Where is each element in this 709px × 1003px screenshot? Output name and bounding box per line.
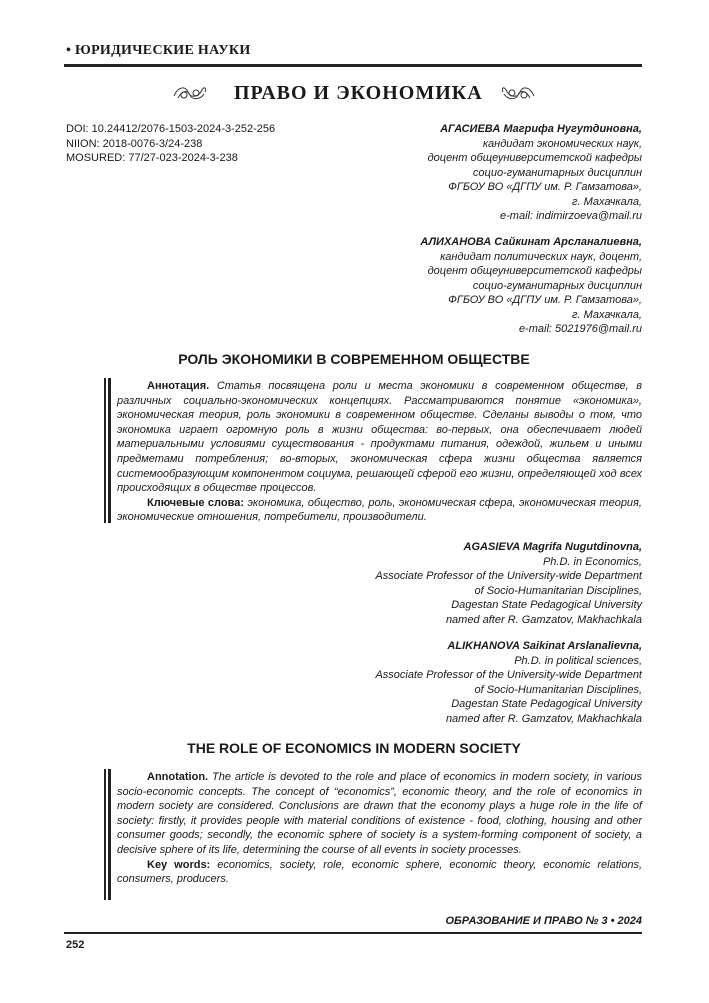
abstract-en — [117, 770, 642, 887]
author-line: доцент общеуниверситетской кафедры — [427, 152, 642, 164]
author-line: социо-гуманитарных дисциплин — [472, 166, 642, 179]
author-line: of Socio-Humanitarian Disciplines, — [474, 683, 642, 696]
doi-text: DOI: 10.24412/2076-1503-2024-3-252-256 — [66, 123, 276, 135]
author-name: АГАСИЕВА Магрифа Нугутдиновна, — [440, 123, 642, 135]
abstract-en-bar — [104, 769, 111, 900]
author-line: социо-гуманитарных дисциплин — [472, 279, 642, 292]
article-title-ru: РОЛЬ ЭКОНОМИКИ В СОВРЕМЕННОМ ОБЩЕСТВЕ — [178, 351, 530, 367]
mosured-text: MOSURED: 77/27-023-2024-3-238 — [66, 152, 238, 164]
author-line: г. Махачкала, — [572, 195, 642, 208]
abstract-text: Статья посвящена роли и места экономики в современном обществе, в различных социально-экономических концепциях. Рассматриваются понятие «экономика», экономическая теория, роль экономики в современном обществе. Сделаны выводы о том, что экономика играет огромную роль в жизни общества: во-первых, она обеспечивает людей материальными условиями существования - продуктами питания, одеждой, жильем и иными предметами потребления; во-вторых, экономическая сфера жизни общества является системообразующим компонентом социума, решающей сферой его жизни, определяющей ход всех происходящих в обществе процессов. — [117, 380, 642, 495]
abstract-label: Annotation. — [147, 771, 209, 783]
author-line: Ph.D. in Economics, — [542, 555, 642, 568]
author-line: Associate Professor of the University-wide Department — [375, 669, 642, 681]
keywords-text: экономика, общество, роль, экономическая сфера, экономическая теория, экономические отношения, потребители, производители. — [117, 496, 642, 524]
abstract-ru-bar — [104, 378, 111, 523]
header-rule — [64, 64, 642, 67]
author-name: АЛИХАНОВА Сайкинат Арсланалиевна, — [420, 236, 642, 248]
author-line: of Socio-Humanitarian Disciplines, — [474, 584, 642, 597]
ornament-right-icon — [500, 84, 536, 102]
author-line: Associate Professor of the University-wide Department — [375, 570, 642, 582]
abstract-label: Аннотация. — [147, 380, 210, 392]
author-en-2 — [375, 639, 642, 726]
author-line: Dagestan State Pedagogical University — [451, 698, 642, 710]
rubric-title: ПРАВО И ЭКОНОМИКА — [234, 82, 483, 104]
author-ru-1 — [428, 122, 642, 224]
abstract-ru — [117, 379, 642, 525]
keywords-label: Ключевые слова: — [147, 496, 245, 509]
author-email[interactable]: e-mail: 5021976@mail.ru — [518, 323, 642, 335]
abstract-text: The article is devoted to the role and place of economics in modern society, in various socio-economic concepts. The concept of “economics”, economic theory, and the role of economics in modern society are considered. Conclusions are drawn that the economy plays a huge role in the life of society: firstly, it provides people with material conditions of existence - food, clothing, housing and other consumer goods; secondly, the economic sphere of society is a system-forming component of society, a decisive sphere of its life, determining the course of all events in society processes. — [117, 771, 642, 856]
author-ru-2 — [420, 235, 642, 337]
ornament-left-icon — [172, 84, 208, 102]
page-number: 252 — [66, 939, 85, 951]
author-line: доцент общеуниверситетской кафедры — [427, 265, 642, 277]
author-line: Ph.D. in political sciences, — [514, 654, 642, 667]
article-title-en: THE ROLE OF ECONOMICS IN MODERN SOCIETY — [187, 740, 521, 756]
niion-text: NIION: 2018-0076-3/24-238 — [66, 137, 203, 150]
author-name: AGASIEVA Magrifa Nugutdinovna, — [463, 541, 642, 553]
keywords-text: economics, society, role, economic sphere, economic theory, economic relations, consumers, producers. — [117, 858, 642, 886]
author-line: named after R. Gamzatov, Makhachkala — [445, 712, 642, 725]
article-identifiers — [66, 122, 275, 166]
author-line: ФГБОУ ВО «ДГПУ им. Р. Гамзатова», — [448, 181, 642, 193]
author-line: кандидат политических наук, доцент, — [440, 250, 642, 263]
author-line: г. Махачкала, — [572, 308, 642, 321]
author-email[interactable]: e-mail: indimirzoeva@mail.ru — [500, 210, 642, 222]
section-label: • ЮРИДИЧЕСКИЕ НАУКИ — [66, 43, 251, 58]
author-line: Dagestan State Pedagogical University — [451, 599, 642, 611]
author-en-1 — [375, 540, 642, 627]
keywords-label: Key words: — [147, 858, 211, 871]
author-line: ФГБОУ ВО «ДГПУ им. Р. Гамзатова», — [448, 294, 642, 306]
footer-rule — [64, 932, 642, 934]
author-name: ALIKHANOVA Saikinat Arslanalievna, — [447, 640, 642, 652]
author-line: кандидат экономических наук, — [482, 137, 642, 150]
author-line: named after R. Gamzatov, Makhachkala — [445, 613, 642, 626]
journal-footer: ОБРАЗОВАНИЕ И ПРАВО № 3 • 2024 — [445, 915, 642, 927]
